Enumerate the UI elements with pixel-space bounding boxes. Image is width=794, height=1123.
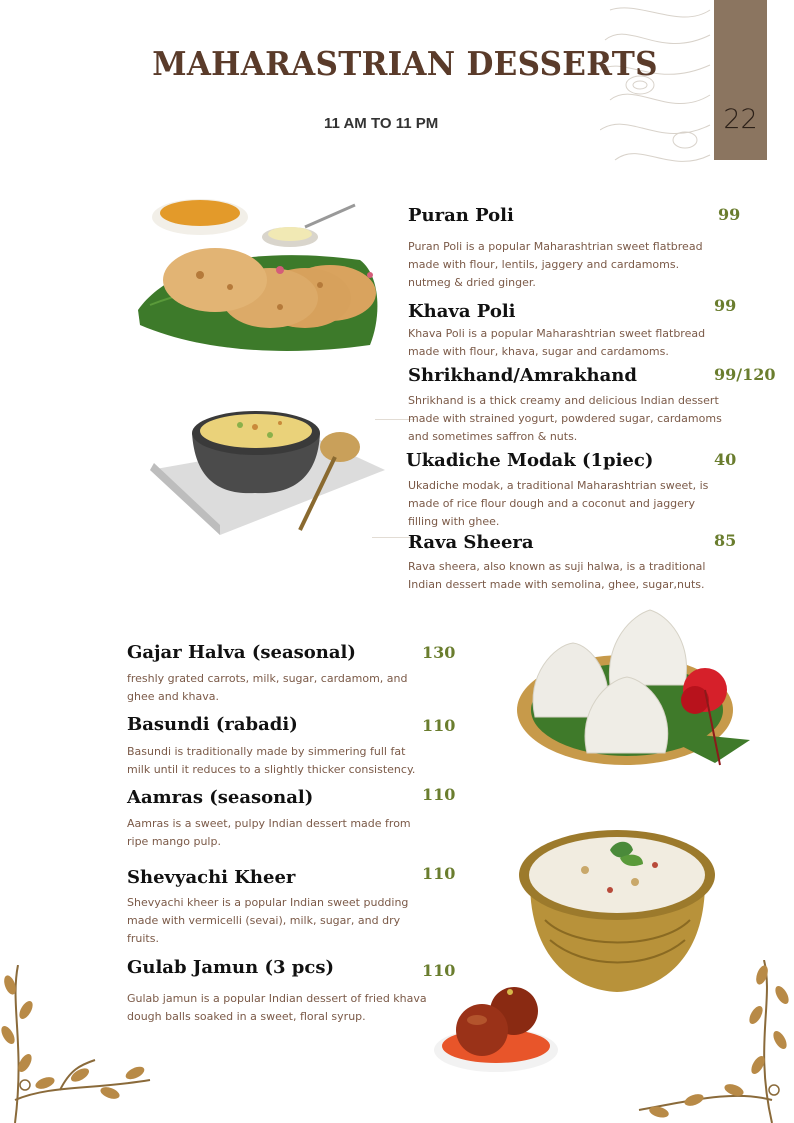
item-desc-rava-sheera: Rava sheera, also known as suji halwa, is a traditional Indian dessert made with semolina, ghee, sugar,nuts.	[408, 560, 706, 591]
opening-hours: 11 AM TO 11 PM	[324, 115, 439, 132]
gulab-jamun-image	[432, 978, 560, 1076]
modak-image	[515, 605, 755, 770]
item-desc-puran-poli: Puran Poli is a popular Maharashtrian sweet flatbread made with flour, lentils, jaggery and cardamoms. nutmeg & dried ginger.	[408, 240, 703, 289]
item-name-shevyachi-kheer: Shevyachi Kheer	[127, 867, 296, 888]
item-price-khava-poli: 99	[714, 296, 737, 315]
item-name-puran-poli: Puran Poli	[408, 205, 514, 226]
item-desc-shrikhand: Shrikhand is a thick creamy and delicious Indian dessert made with strained yogurt, powdered sugar, cardamoms and sometimes saffron & nuts.	[408, 394, 722, 443]
item-name-aamras: Aamras (seasonal)	[127, 787, 314, 808]
item-name-gajar-halva: Gajar Halva (seasonal)	[127, 642, 356, 663]
page-title: MAHARASTRIAN DESSERTS	[152, 44, 658, 83]
item-name-ukadiche-modak: Ukadiche Modak (1piec)	[406, 450, 654, 471]
item-price-shrikhand: 99/120	[714, 365, 776, 384]
contour-decoration	[600, 0, 714, 182]
floral-vine-right	[634, 960, 794, 1123]
item-name-rava-sheera: Rava Sheera	[408, 532, 534, 553]
item-price-shevyachi-kheer: 110	[422, 864, 456, 883]
item-name-gulab-jamun: Gulab Jamun (3 pcs)	[127, 957, 334, 978]
item-name-khava-poli: Khava Poli	[408, 301, 516, 322]
item-name-basundi: Basundi (rabadi)	[127, 714, 298, 735]
item-price-puran-poli: 99	[718, 205, 741, 224]
item-desc-aamras: Aamras is a sweet, pulpy Indian dessert made from ripe mango pulp.	[127, 817, 411, 848]
item-price-aamras: 110	[422, 785, 456, 804]
item-desc-gajar-halva: freshly grated carrots, milk, sugar, cardamom, and ghee and khava.	[127, 672, 408, 703]
puran-poli-image	[130, 195, 385, 355]
item-desc-gulab-jamun: Gulab jamun is a popular Indian dessert of fried khava dough balls soaked in a sweet, floral syrup.	[127, 992, 427, 1023]
item-price-gulab-jamun: 110	[422, 961, 456, 980]
item-desc-ukadiche-modak: Ukadiche modak, a traditional Maharashtrian sweet, is made of rice flour dough and a coconut and jaggery filling with ghee.	[408, 479, 709, 528]
shrikhand-image	[140, 395, 390, 540]
item-desc-shevyachi-kheer: Shevyachi kheer is a popular Indian sweet pudding made with vermicelli (sevai), milk, sugar, and dry fruits.	[127, 896, 409, 945]
floral-vine-left	[0, 965, 160, 1123]
item-price-basundi: 110	[422, 716, 456, 735]
item-price-gajar-halva: 130	[422, 643, 456, 662]
divider	[372, 537, 412, 538]
item-price-rava-sheera: 85	[714, 531, 737, 550]
page-number: 22	[723, 104, 758, 135]
item-desc-khava-poli: Khava Poli is a popular Maharashtrian sweet flatbread made with flour, khava, sugar and cardamoms.	[408, 327, 706, 358]
item-desc-basundi: Basundi is traditionally made by simmering full fat milk until it reduces to a slightly thicker consistency.	[127, 745, 416, 776]
item-price-ukadiche-modak: 40	[714, 450, 737, 469]
item-name-shrikhand: Shrikhand/Amrakhand	[408, 365, 637, 386]
